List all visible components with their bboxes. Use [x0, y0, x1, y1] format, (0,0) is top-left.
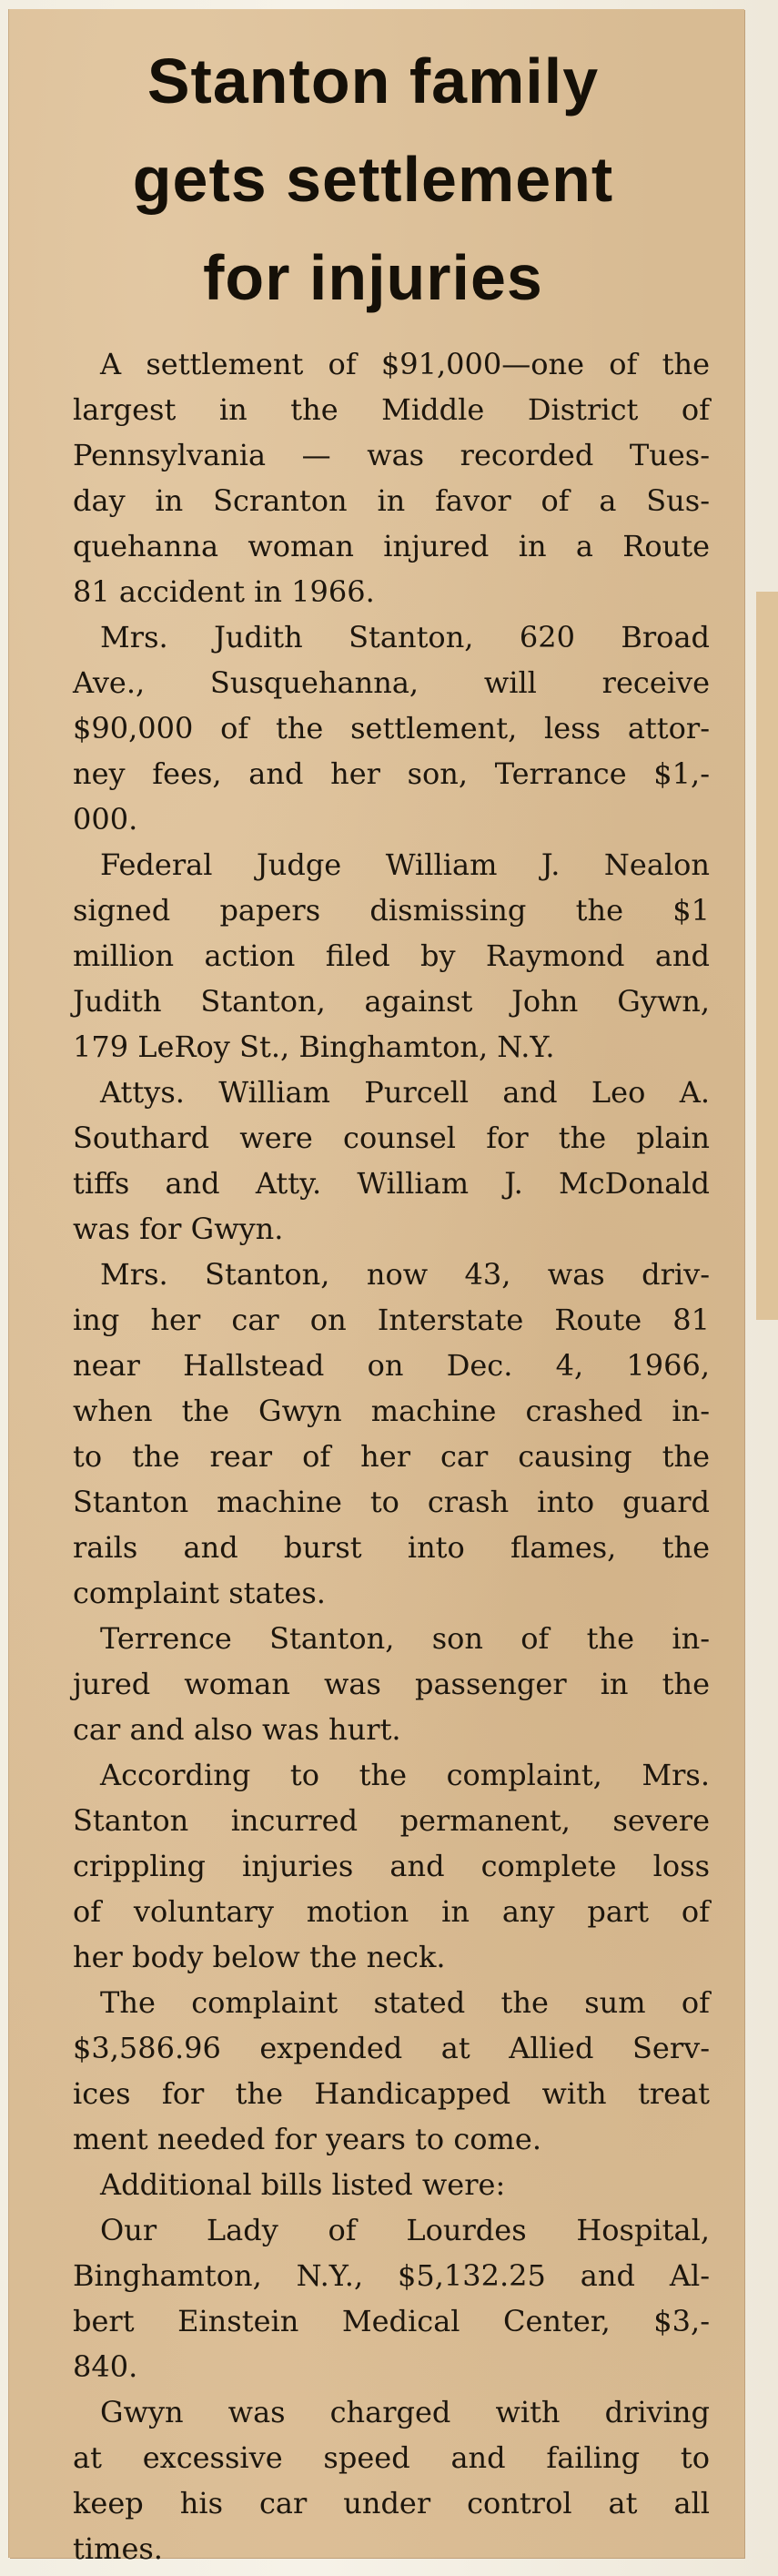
- article-line: car and also was hurt.: [73, 1712, 401, 1747]
- article-line: her body below the neck.: [73, 1940, 446, 1974]
- article-line: 840.: [73, 2349, 138, 2384]
- article-line: Stanton incurred permanent, severe: [73, 1803, 710, 1838]
- article-line: Federal Judge William J. Nealon: [100, 847, 710, 882]
- article-line: million action filed by Raymond and: [73, 938, 710, 973]
- article-line: Gwyn was charged with driving: [100, 2395, 710, 2429]
- article-paragraph: [73, 842, 710, 1070]
- article-line: ney fees, and her son, Terrance $1,-: [73, 756, 710, 791]
- article-line: Mrs. Stanton, now 43, was driv-: [100, 1257, 710, 1292]
- article-line: largest in the Middle District of: [73, 392, 710, 427]
- article-line: bert Einstein Medical Center, $3,-: [73, 2304, 710, 2338]
- adjacent-clipping-edge: [756, 592, 778, 1320]
- article-line: keep his car under control at all: [73, 2486, 710, 2520]
- article-line: Terrence Stanton, son of the in-: [100, 1621, 710, 1656]
- article-line: day in Scranton in favor of a Sus-: [73, 483, 710, 518]
- article-line: quehanna woman injured in a Route: [73, 529, 710, 563]
- article-paragraph: [73, 1070, 710, 1252]
- article-line: $3,586.96 expended at Allied Serv-: [73, 2031, 710, 2065]
- article-line: 81 accident in 1966.: [73, 574, 375, 609]
- article-line: Attys. William Purcell and Leo A.: [100, 1075, 710, 1110]
- article-line: According to the complaint, Mrs.: [100, 1758, 710, 1792]
- article-line: Mrs. Judith Stanton, 620 Broad: [100, 620, 710, 654]
- headline-line: gets settlement: [132, 144, 614, 215]
- article-line: Judith Stanton, against John Gywn,: [73, 984, 710, 1019]
- article-line: signed papers dismissing the $1: [73, 893, 710, 928]
- article-line: complaint states.: [73, 1576, 326, 1610]
- article-paragraph: [73, 2162, 710, 2207]
- article-line: ment needed for years to come.: [73, 2122, 541, 2156]
- article-line: Our Lady of Lourdes Hospital,: [100, 2213, 710, 2247]
- article-line: $90,000 of the settlement, less attor-: [73, 711, 710, 745]
- article-line: times.: [73, 2531, 163, 2566]
- article-line: 179 LeRoy St., Binghamton, N.Y.: [73, 1029, 555, 1064]
- article-body: [73, 341, 710, 2571]
- headline: [55, 32, 692, 327]
- article-line: to the rear of her car causing the: [73, 1439, 710, 1474]
- article-line: at excessive speed and failing to: [73, 2440, 710, 2475]
- article-paragraph: [73, 1252, 710, 1616]
- article-line: Pennsylvania — was recorded Tues-: [73, 438, 710, 472]
- article-paragraph: [73, 1752, 710, 1980]
- article-paragraph: [73, 1980, 710, 2162]
- article-line: Additional bills listed were:: [100, 2167, 506, 2202]
- article-line: Stanton machine to crash into guard: [73, 1485, 710, 1519]
- headline-line: Stanton family: [147, 46, 600, 117]
- article-line: crippling injuries and complete loss: [73, 1849, 710, 1883]
- article-paragraph: [73, 1616, 710, 1752]
- article-paragraph: [73, 2389, 710, 2571]
- article-paragraph: [73, 2207, 710, 2389]
- article-line: Ave., Susquehanna, will receive: [73, 665, 710, 700]
- article-line: The complaint stated the sum of: [100, 1985, 710, 2020]
- article-line: Binghamton, N.Y., $5,132.25 and Al-: [73, 2258, 710, 2293]
- article-line: 000.: [73, 802, 138, 837]
- article-line: rails and burst into flames, the: [73, 1530, 710, 1565]
- article-line: jured woman was passenger in the: [73, 1667, 710, 1701]
- article-line: A settlement of $91,000—one of the: [100, 347, 710, 381]
- article-line: ices for the Handicapped with treat: [73, 2076, 710, 2111]
- article-paragraph: [73, 614, 710, 842]
- article-line: near Hallstead on Dec. 4, 1966,: [73, 1348, 710, 1383]
- headline-line: for injuries: [203, 242, 543, 313]
- article-line: Southard were counsel for the plain: [73, 1121, 710, 1155]
- article-line: was for Gwyn.: [73, 1212, 284, 1246]
- article-line: when the Gwyn machine crashed in-: [73, 1394, 710, 1428]
- article-line: ing her car on Interstate Route 81: [73, 1303, 710, 1337]
- article-line: of voluntary motion in any part of: [73, 1894, 710, 1929]
- article-paragraph: [73, 341, 710, 614]
- article-line: tiffs and Atty. William J. McDonald: [73, 1166, 710, 1201]
